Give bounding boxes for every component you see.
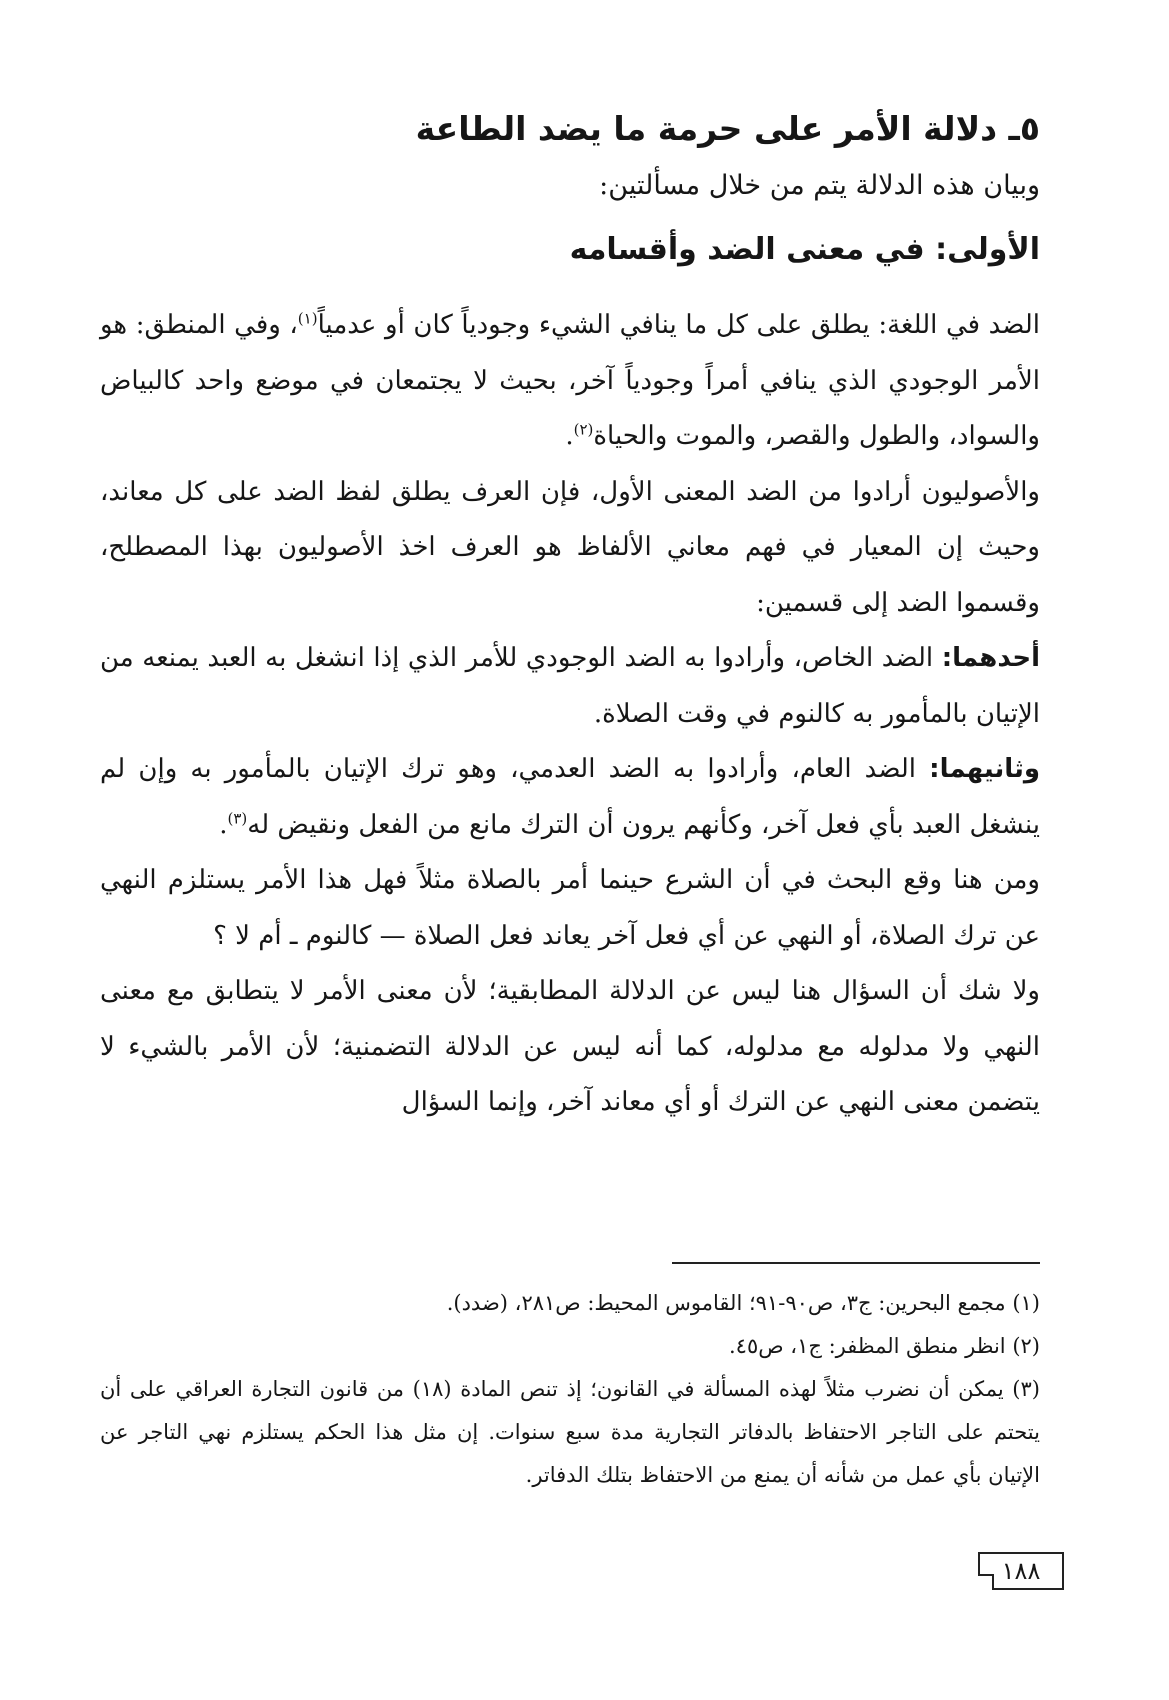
paragraph-discussion: ولا شك أن السؤال هنا ليس عن الدلالة المطابقية؛ لأن معنى الأمر لا يتطابق مع معنى النهي ولا مدلوله مع مدلوله، كما أنه ليس عن الدلالة التضمنية؛ لأن الأمر بالشيء لا يتضمن معنى النهي عن الترك أو أي معاند آخر، وإنما السؤال [100, 976, 1040, 1117]
footnote-ref-3: (٣) [227, 808, 248, 827]
lead-word: وثانيهما: [929, 754, 1040, 784]
page-number-text: ١٨٨ [1001, 1557, 1041, 1585]
footnote-3: (٣) يمكن أن نضرب مثلاً لهذه المسألة في القانون؛ إذ تنص المادة (١٨) من قانون التجارة العراقي على أن يتحتم على التاجر الاحتفاظ بالدفاتر التجارية مدة سبع سنوات. إن مثل هذا الحكم يستلزم نهي التاجر عن الإتيان بأي عمل من شأنه أن يمنع من الاحتفاظ بتلك الدفاتر. [100, 1377, 1040, 1487]
footnote-divider [672, 1262, 1040, 1264]
intro-line: وبيان هذه الدلالة يتم من خلال مسألتين: [599, 170, 1040, 201]
paragraph-text: الضد العام، وأرادوا به الضد العدمي، وهو ترك الإتيان بالمأمور به وإن لم ينشغل العبد بأي فعل آخر، وكأنهم يرون أن الترك مانع من الفعل ونقيض له [100, 754, 1040, 840]
footnote-ref-1: (١) [297, 309, 318, 328]
subsection-heading: الأولى: في معنى الضد وأقسامه [569, 232, 1040, 267]
paragraph-usuliyyun: والأصوليون أرادوا من الضد المعنى الأول، فإن العرف يطلق لفظ الضد على كل معاند، وحيث إن المعيار في فهم معاني الألفاظ هو العرف اخذ الأصوليون بهذا المصطلح، وقسموا الضد إلى قسمين: [100, 476, 1040, 618]
paragraph-definition [100, 298, 1040, 465]
footnote-2: (٢) انظر منطق المظفر: ج١، ص٤٥. [728, 1334, 1040, 1358]
paragraph-text: الضد الخاص، وأرادوا به الضد الوجودي للأمر الذي إذا انشغل به العبد يمنعه من الإتيان بالمأمور به كالنوم في وقت الصلاة. [100, 643, 1040, 729]
paragraph-general-opposite [100, 742, 1040, 853]
section-heading: ٥ـ دلالة الأمر على حرمة ما يضد الطاعة [415, 109, 1040, 148]
paragraph-text: . [565, 421, 574, 451]
paragraph-question: ومن هنا وقع البحث في أن الشرع حينما أمر بالصلاة مثلاً فهل هذا الأمر يستلزم النهي عن ترك الصلاة، أو النهي عن أي فعل آخر يعاند فعل الصلاة — كالنوم ـ أم لا ؟ [100, 865, 1040, 951]
main-text [100, 98, 1040, 1131]
footnote-1: (١) مجمع البحرين: ج٣، ص٩٠-٩١؛ القاموس المحيط: ص٢٨١، (ضدد). [446, 1291, 1040, 1315]
footnote-ref-2: (٢) [573, 420, 594, 439]
page-number [978, 1552, 1064, 1590]
paragraph-special-opposite [100, 631, 1040, 742]
paragraph-text: ، وفي المنطق: هو الأمر الوجودي الذي ينافي أمراً وجودياً آخر، بحيث لا يجتمعان في موضع واحد كالبياض والسواد، والطول والقصر، والموت والحياة [100, 310, 1040, 451]
paragraph-text: . [219, 809, 228, 840]
paragraph-text: الضد في اللغة: يطلق على كل ما ينافي الشيء وجودياً كان أو عدمياً [317, 310, 1040, 340]
footnotes [100, 1282, 1040, 1497]
lead-word: أحدهما: [941, 643, 1040, 673]
folded-corner-icon [978, 1574, 994, 1590]
